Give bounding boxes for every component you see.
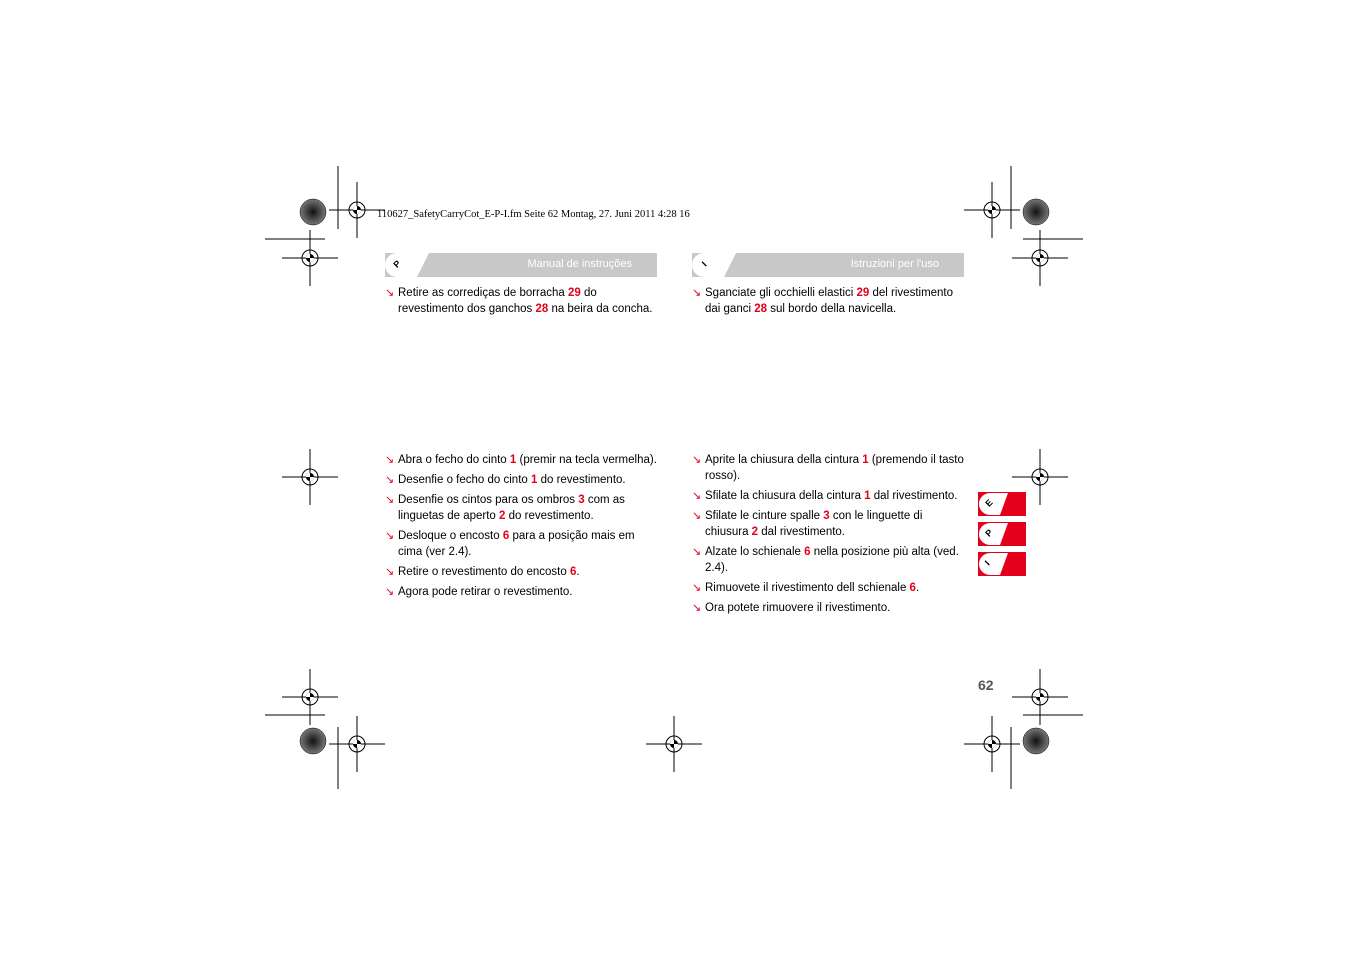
part-number: 28 xyxy=(754,303,768,315)
arrow-icon: ↘ xyxy=(385,530,395,542)
language-pill-icon xyxy=(692,253,736,277)
part-number: 1 xyxy=(509,454,517,466)
instruction-text: com as linguetas de aperto xyxy=(398,494,625,522)
arrow-icon: ↘ xyxy=(692,490,702,502)
arrow-icon: ↘ xyxy=(692,582,702,594)
arrow-icon: ↘ xyxy=(385,474,395,486)
instruction-text: . xyxy=(915,582,920,594)
instruction-text: Ora potete rimuovere il rivestimento. xyxy=(705,602,891,614)
part-number: 3 xyxy=(823,510,830,522)
instruction-text: dal rivestimento. xyxy=(758,526,846,538)
italian-top-instructions xyxy=(692,285,967,321)
part-number: 6 xyxy=(569,566,577,578)
arrow-icon: ↘ xyxy=(692,287,702,299)
portuguese-bottom-instructions xyxy=(385,452,660,604)
instruction-text: (premendo il tasto rosso). xyxy=(705,454,964,482)
arrow-icon: ↘ xyxy=(692,546,702,558)
instruction-text: do revestimento. xyxy=(537,474,626,486)
arrow-icon: ↘ xyxy=(385,566,395,578)
instruction-step xyxy=(385,285,660,317)
arrow-icon: ↘ xyxy=(692,602,702,614)
part-number: 1 xyxy=(530,474,538,486)
tab-letter: P xyxy=(983,527,995,539)
instruction-text: Desloque o encosto xyxy=(398,530,503,542)
instruction-text: Desenfie os cintos para os ombros xyxy=(398,494,579,506)
instruction-step xyxy=(385,452,660,468)
part-number: 2 xyxy=(751,526,759,538)
instruction-text: para a posição mais em cima (ver 2.4). xyxy=(398,530,635,558)
tab-letter: I xyxy=(982,558,992,568)
instruction-text: do revestimento dos ganchos xyxy=(398,287,597,315)
section-header-italian xyxy=(692,253,964,277)
arrow-icon: ↘ xyxy=(692,454,702,466)
part-number: 29 xyxy=(856,287,870,299)
part-number: 6 xyxy=(804,546,811,558)
arrow-icon: ↘ xyxy=(385,454,395,466)
instruction-text: del rivestimento dai ganci xyxy=(705,287,954,315)
instruction-text: Rimuovete il rivestimento dell schienale xyxy=(705,582,910,594)
instruction-text: na beira da concha. xyxy=(548,303,653,315)
instruction-step xyxy=(385,492,660,524)
header-title: Manual de instruções xyxy=(527,258,632,270)
arrow-icon: ↘ xyxy=(385,287,395,299)
part-number: 1 xyxy=(864,490,871,502)
instruction-text: Abra o fecho do cinto xyxy=(398,454,510,466)
instruction-text: (premir na tecla vermelha). xyxy=(516,454,657,466)
instruction-text: Sfilate la chiusura della cintura xyxy=(705,490,865,502)
language-tab-i xyxy=(978,552,1026,576)
language-tab-e xyxy=(978,492,1026,516)
instruction-text: Retire o revestimento do encosto xyxy=(398,566,570,578)
instruction-text: nella posizione più alta (ved. 2.4). xyxy=(705,546,959,574)
instruction-step xyxy=(692,488,967,504)
tab-letter: E xyxy=(983,497,995,509)
italian-bottom-instructions xyxy=(692,452,967,620)
section-header-portuguese xyxy=(385,253,657,277)
instruction-text: Retire as corrediças de borracha xyxy=(398,287,569,299)
part-number: 6 xyxy=(502,530,510,542)
instruction-text: . xyxy=(576,566,580,578)
instruction-text: con le linguette di chiusura xyxy=(705,510,923,538)
arrow-icon: ↘ xyxy=(692,510,702,522)
instruction-step xyxy=(692,580,967,596)
instruction-step xyxy=(692,544,967,576)
instruction-step xyxy=(692,600,967,616)
instruction-step xyxy=(692,452,967,484)
instruction-text: do revestimento. xyxy=(505,510,594,522)
part-number: 29 xyxy=(568,287,581,299)
part-number: 2 xyxy=(499,510,506,522)
header-letter: I xyxy=(699,259,709,269)
part-number: 6 xyxy=(909,582,916,594)
instruction-step xyxy=(692,508,967,540)
file-slug: 110627_SafetyCarryCot_E-P-I.fm Seite 62 Montag, 27. Juni 2011 4:28 16 xyxy=(377,209,690,220)
tab-shape-icon xyxy=(978,552,1026,576)
page-number: 62 xyxy=(978,677,994,693)
instruction-text: dal rivestimento. xyxy=(870,490,958,502)
instruction-step xyxy=(692,285,967,317)
part-number: 28 xyxy=(535,303,549,315)
instruction-text: Sfilate le cinture spalle xyxy=(705,510,824,522)
instruction-step xyxy=(385,528,660,560)
language-tab-p xyxy=(978,522,1026,546)
instruction-step xyxy=(385,472,660,488)
arrow-icon: ↘ xyxy=(385,494,395,506)
instruction-text: Agora pode retirar o revestimento. xyxy=(398,586,573,598)
instruction-text: Sganciate gli occhielli elastici xyxy=(705,287,857,299)
instruction-text: Alzate lo schienale xyxy=(705,546,805,558)
instruction-text: Aprite la chiusura della cintura xyxy=(705,454,863,466)
part-number: 1 xyxy=(862,454,869,466)
instruction-text: Desenfie o fecho do cinto xyxy=(398,474,531,486)
arrow-icon: ↘ xyxy=(385,586,395,598)
language-pill-icon xyxy=(385,253,429,277)
instruction-step xyxy=(385,564,660,580)
instruction-step xyxy=(385,584,660,600)
instruction-text: sul bordo della navicella. xyxy=(767,303,897,315)
portuguese-top-instructions xyxy=(385,285,660,321)
header-letter: P xyxy=(391,258,403,270)
part-number: 3 xyxy=(578,494,585,506)
header-title: Istruzioni per l'uso xyxy=(850,258,939,270)
